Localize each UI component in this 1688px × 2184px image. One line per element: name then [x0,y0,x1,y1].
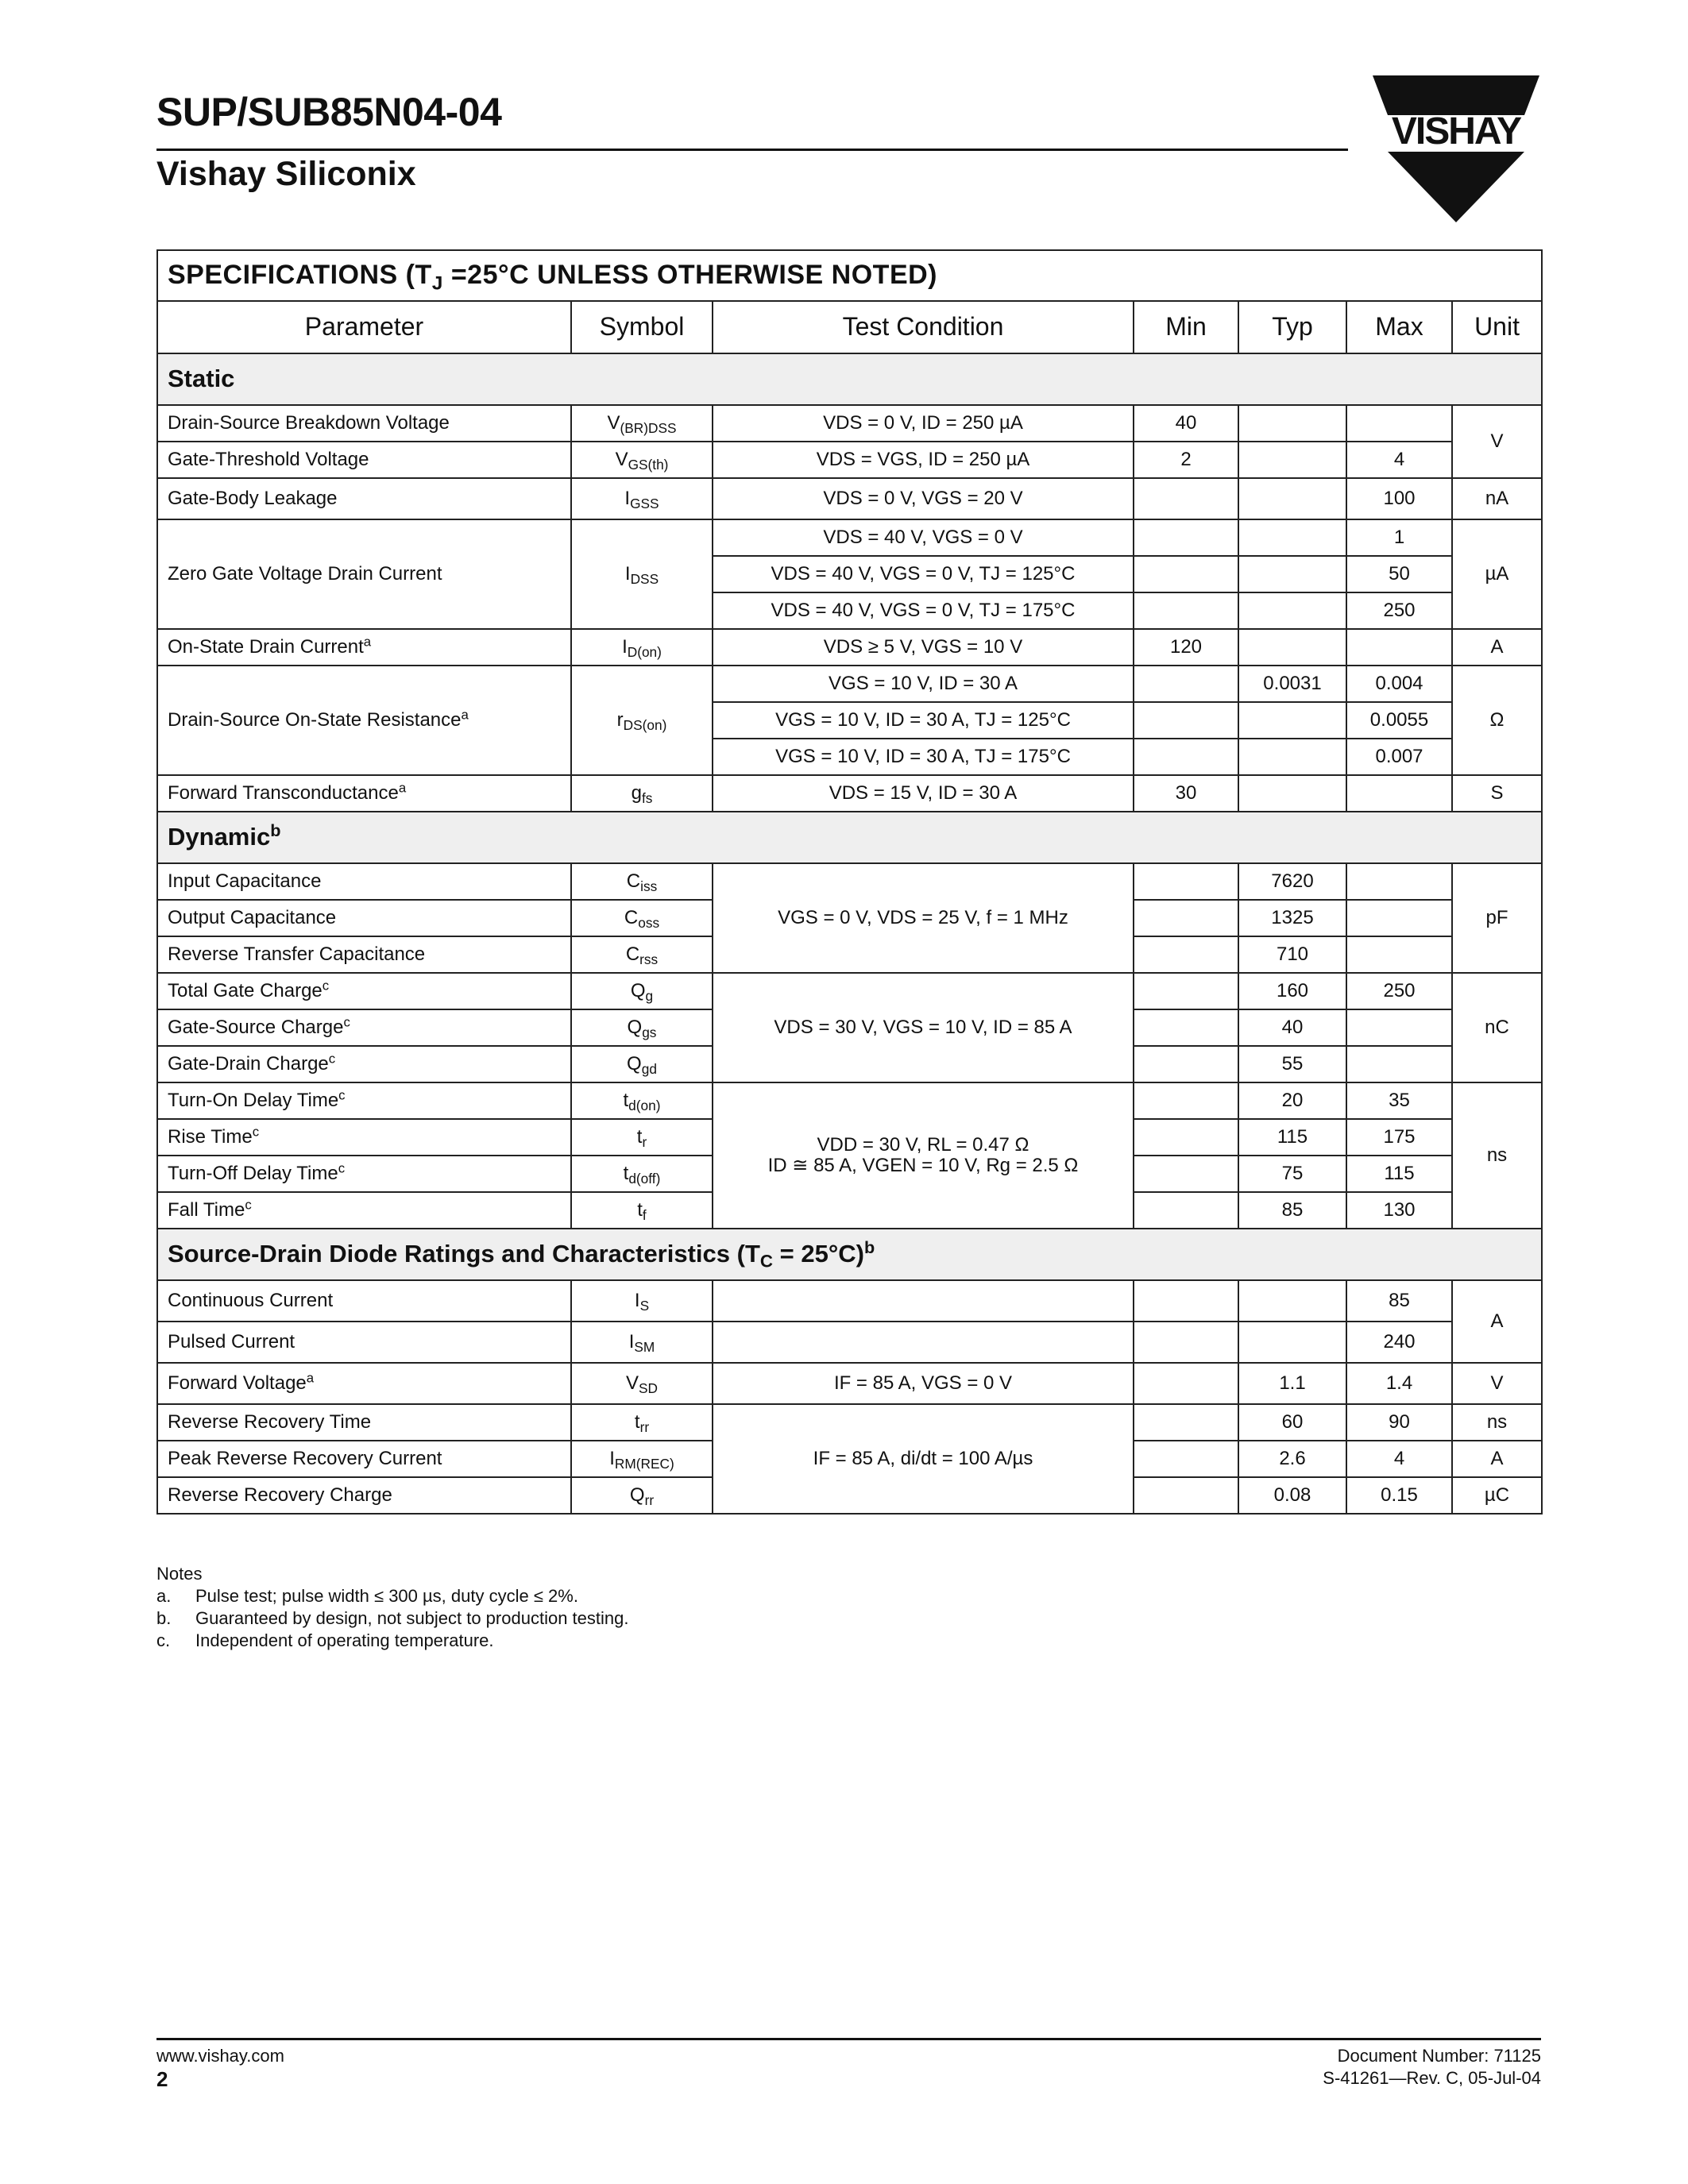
param-reverse-recovery-charge: Reverse Recovery Charge [157,1477,571,1514]
param-gate-source-charge: Gate-Source Charge$^c$ [157,1009,571,1046]
footer-rule [156,2038,1541,2040]
param-peak-reverse-recovery-current: Peak Reverse Recovery Current [157,1441,571,1477]
cond-idss-1: VDS = 40 V, VGS = 0 V [713,519,1134,556]
specifications-table [156,249,1543,1515]
param-continuous-current: Continuous Current [157,1280,571,1322]
symbol-gfs: $g_{fs}$ [571,775,713,812]
col-header-test-condition: Test Condition [713,301,1134,353]
unit-idss: µA [1452,519,1542,629]
unit-reverse-recovery-charge: µC [1452,1477,1542,1514]
section-diode: Source-Drain Diode Ratings and Characteristics $(T_C = 25^\circ C)^b$ [157,1229,1542,1280]
part-number-title: SUP/SUB85N04-04 [156,90,502,134]
symbol-ism: $I_{SM}$ [571,1322,713,1363]
symbol-qg: $Q_g$ [571,973,713,1009]
symbol-trr: $t_{rr}$ [571,1404,713,1441]
cond-capacitance: VGS = 0 V, VDS = 25 V, f = 1 MHz [713,863,1134,973]
cond-forward-transconductance: VDS = 15 V, ID = 30 A [713,775,1134,812]
param-rise-time: Rise Time$^c$ [157,1119,571,1156]
col-header-unit: Unit [1452,301,1542,353]
col-header-max: Max [1346,301,1452,353]
section-dynamic: Dynamic$^b$ [157,812,1542,863]
param-total-gate-charge: Total Gate Charge$^c$ [157,973,571,1009]
symbol-irm: $I_{RM(REC)}$ [571,1441,713,1477]
note-item: b. Guaranteed by design, not subject to production testing. [156,1608,629,1628]
param-output-capacitance: Output Capacitance [157,900,571,936]
cond-rdson-3: VGS = 10 V, ID = 30 A, TJ = 175°C [713,739,1134,775]
symbol-qgd: $Q_{gd}$ [571,1046,713,1082]
param-reverse-recovery-time: Reverse Recovery Time [157,1404,571,1441]
max-idss-2: 50 [1346,556,1452,592]
website-link[interactable]: www.vishay.com [156,2046,284,2066]
unit-switching: ns [1452,1082,1542,1229]
note-item: c. Independent of operating temperature. [156,1630,494,1650]
unit-rdson: Ω [1452,666,1542,775]
typ-reverse-recovery-charge: 0.08 [1238,1477,1346,1514]
param-turn-on-delay: Turn-On Delay Time$^c$ [157,1082,571,1119]
symbol-vgsth: $V_{GS(th)}$ [571,442,713,478]
max-idss-1: 1 [1346,519,1452,556]
min-forward-transconductance: 30 [1134,775,1238,812]
max-pulsed-current: 240 [1346,1322,1452,1363]
max-rise-time: 175 [1346,1119,1452,1156]
unit-gate-body-leakage: nA [1452,478,1542,519]
max-rdson-2: 0.0055 [1346,702,1452,739]
param-on-state-drain-current: On-State Drain Current$^a$ [157,629,571,666]
typ-turn-off-delay: 75 [1238,1156,1346,1192]
unit-voltage: V [1452,405,1542,478]
symbol-rdson: $r_{DS(on)}$ [571,666,713,775]
param-breakdown-voltage: Drain-Source Breakdown Voltage [157,405,571,442]
symbol-tdoff: $t_{d(off)}$ [571,1156,713,1192]
cond-gate-threshold: VDS = VGS, ID = 250 µA [713,442,1134,478]
typ-gate-drain-charge: 55 [1238,1046,1346,1082]
company-subtitle: Vishay Siliconix [156,155,416,193]
cond-gate-body-leakage: VDS = 0 V, VGS = 20 V [713,478,1134,519]
param-reverse-transfer-capacitance: Reverse Transfer Capacitance [157,936,571,973]
param-fall-time: Fall Time$^c$ [157,1192,571,1229]
section-static: Static [157,353,1542,405]
param-gate-drain-charge: Gate-Drain Charge$^c$ [157,1046,571,1082]
max-gate-threshold: 4 [1346,442,1452,478]
unit-gate-charge: nC [1452,973,1542,1082]
symbol-tf: $t_f$ [571,1192,713,1229]
max-idss-3: 250 [1346,592,1452,629]
param-gate-body-leakage: Gate-Body Leakage [157,478,571,519]
table-title: SPECIFICATIONS ($T_J =25^\circ C$ UNLESS OTHERWISE NOTED) [157,250,1542,301]
symbol-idon: $I_{D(on)}$ [571,629,713,666]
typ-fall-time: 85 [1238,1192,1346,1229]
max-rdson-3: 0.007 [1346,739,1452,775]
cond-reverse-recovery: IF = 85 A, di/dt = 100 A/µs [713,1404,1134,1514]
symbol-igss: $I_{GSS}$ [571,478,713,519]
param-turn-off-delay: Turn-Off Delay Time$^c$ [157,1156,571,1192]
unit-diode-current: A [1452,1280,1542,1363]
param-on-state-resistance: Drain-Source On-State Resistance$^a$ [157,666,571,775]
typ-output-capacitance: 1325 [1238,900,1346,936]
symbol-idss: $I_{DSS}$ [571,519,713,629]
vishay-logo [1373,75,1539,222]
unit-peak-reverse-recovery-current: A [1452,1441,1542,1477]
cond-idss-2: VDS = 40 V, VGS = 0 V, TJ = 125°C [713,556,1134,592]
col-header-min: Min [1134,301,1238,353]
typ-rise-time: 115 [1238,1119,1346,1156]
col-header-typ: Typ [1238,301,1346,353]
symbol-ciss: $C_{iss}$ [571,863,713,900]
symbol-qgs: $Q_{gs}$ [571,1009,713,1046]
max-rdson-1: 0.004 [1346,666,1452,702]
symbol-tr: $t_r$ [571,1119,713,1156]
typ-turn-on-delay: 20 [1238,1082,1346,1119]
cond-on-state-drain-current: VDS ≥ 5 V, VGS = 10 V [713,629,1134,666]
document-number: Document Number: 71125 [1337,2046,1541,2066]
typ-rdson-1: 0.0031 [1238,666,1346,702]
cond-breakdown-voltage: VDS = 0 V, ID = 250 µA [713,405,1134,442]
min-gate-threshold: 2 [1134,442,1238,478]
symbol-coss: $C_{oss}$ [571,900,713,936]
param-input-capacitance: Input Capacitance [157,863,571,900]
notes-heading: Notes [156,1564,203,1584]
symbol-tdon: $t_{d(on)}$ [571,1082,713,1119]
note-item: a. Pulse test; pulse width ≤ 300 µs, duty cycle ≤ 2%. [156,1586,578,1606]
max-reverse-recovery-time: 90 [1346,1404,1452,1441]
typ-reverse-transfer-capacitance: 710 [1238,936,1346,973]
col-header-parameter: Parameter [157,301,571,353]
min-on-state-drain-current: 120 [1134,629,1238,666]
cond-gate-charge: VDS = 30 V, VGS = 10 V, ID = 85 A [713,973,1134,1082]
col-header-symbol: Symbol [571,301,713,353]
param-gate-threshold: Gate-Threshold Voltage [157,442,571,478]
symbol-qrr: $Q_{rr}$ [571,1477,713,1514]
max-continuous-current: 85 [1346,1280,1452,1322]
header-rule [156,149,1348,151]
notes-block [156,1563,628,1652]
cond-rdson-1: VGS = 10 V, ID = 30 A [713,666,1134,702]
page-number: 2 [156,2067,168,2091]
param-forward-transconductance: Forward Transconductance$^a$ [157,775,571,812]
revision-info: S-41261—Rev. C, 05-Jul-04 [1323,2068,1541,2088]
typ-forward-voltage: 1.1 [1238,1363,1346,1404]
symbol-vbrdss: $V_{(BR)DSS}$ [571,405,713,442]
unit-reverse-recovery-time: ns [1452,1404,1542,1441]
max-turn-on-delay: 35 [1346,1082,1452,1119]
max-reverse-recovery-charge: 0.15 [1346,1477,1452,1514]
typ-reverse-recovery-time: 60 [1238,1404,1346,1441]
cond-idss-3: VDS = 40 V, VGS = 0 V, TJ = 175°C [713,592,1134,629]
typ-peak-reverse-recovery-current: 2.6 [1238,1441,1346,1477]
max-forward-voltage: 1.4 [1346,1363,1452,1404]
max-total-gate-charge: 250 [1346,973,1452,1009]
cond-rdson-2: VGS = 10 V, ID = 30 A, TJ = 125°C [713,702,1134,739]
param-zero-gate-drain-current: Zero Gate Voltage Drain Current [157,519,571,629]
param-pulsed-current: Pulsed Current [157,1322,571,1363]
max-gate-body-leakage: 100 [1346,478,1452,519]
symbol-vsd: $V_{SD}$ [571,1363,713,1404]
unit-on-state-drain-current: A [1452,629,1542,666]
symbol-crss: $C_{rss}$ [571,936,713,973]
param-forward-voltage: Forward Voltage$^a$ [157,1363,571,1404]
logo-wordmark: VISHAY [1391,110,1521,152]
unit-capacitance: pF [1452,863,1542,973]
unit-forward-transconductance: S [1452,775,1542,812]
typ-input-capacitance: 7620 [1238,863,1346,900]
cond-switching: VDD = 30 V, RL = 0.47 Ω ID ≅ 85 A, VGEN = 10 V, Rg = 2.5 Ω [713,1082,1134,1229]
max-fall-time: 130 [1346,1192,1452,1229]
symbol-is: $I_S$ [571,1280,713,1322]
typ-total-gate-charge: 160 [1238,973,1346,1009]
typ-gate-source-charge: 40 [1238,1009,1346,1046]
max-turn-off-delay: 115 [1346,1156,1452,1192]
min-breakdown-voltage: 40 [1134,405,1238,442]
max-peak-reverse-recovery-current: 4 [1346,1441,1452,1477]
cond-forward-voltage: IF = 85 A, VGS = 0 V [713,1363,1134,1404]
unit-forward-voltage: V [1452,1363,1542,1404]
